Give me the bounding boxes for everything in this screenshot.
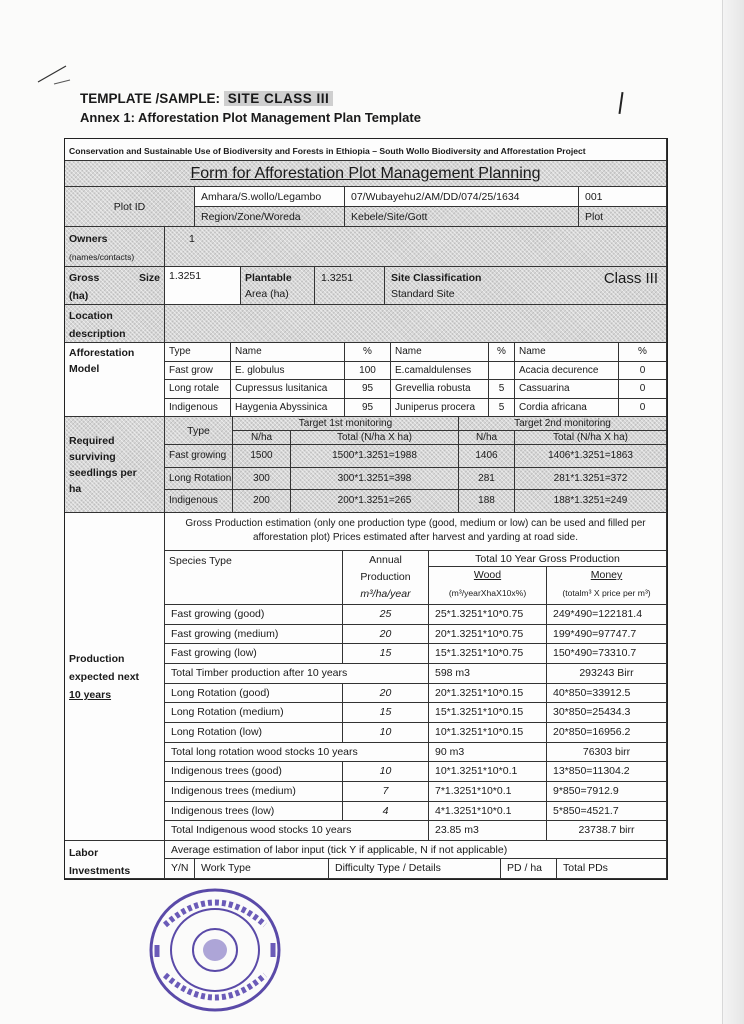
gross-size-label-cell (65, 267, 165, 305)
pen-mark (36, 60, 72, 88)
seedlings-per-label: seedlings per (69, 467, 137, 479)
ha-label-seedlings: ha (69, 483, 82, 495)
production-money: 20*850=16956.2 (547, 723, 667, 743)
production-annual: 25 (343, 605, 429, 625)
seedlings-cell: 1500 (233, 445, 291, 468)
production-total-wood: 23.85 m3 (429, 821, 547, 841)
plot-label: Plot (579, 207, 667, 227)
area-label: Area (ha) (245, 288, 289, 300)
production-money: 13*850=11304.2 (547, 762, 667, 782)
production-total-money: 76303 birr (547, 743, 667, 763)
seedlings-cell: 200 (233, 490, 291, 513)
afforestation-cell: Indigenous (165, 399, 231, 418)
afforestation-cell: Juniperus procera (391, 399, 489, 418)
afforestation-cell: Grevellia robusta (391, 380, 489, 399)
total-gross-header: Total 10 Year Gross Production (429, 551, 667, 567)
annual-production-header (343, 551, 429, 605)
afforestation-cell: Cordia africana (515, 399, 619, 418)
gross-label: Gross (69, 272, 100, 284)
annual-header-line: Annual (369, 554, 402, 566)
kebele-label: Kebele/Site/Gott (345, 207, 579, 227)
size-label: Size (138, 272, 160, 284)
template-label: TEMPLATE /SAMPLE: (80, 91, 220, 106)
plantable-label: Plantable (245, 272, 292, 284)
production-table (165, 551, 667, 841)
seedlings-cell: 1406 (459, 445, 515, 468)
target2-header: Target 2nd monitoring (459, 417, 667, 431)
production-annual: 10 (343, 762, 429, 782)
production-annual: 7 (343, 782, 429, 802)
investments-label: Investments (69, 865, 131, 877)
surviving-label: surviving (69, 451, 116, 463)
target1-total-header: Total (N/ha X ha) (291, 431, 459, 445)
description-label: description (69, 328, 126, 340)
afforestation-cell: Haygenia Abyssinica (231, 399, 345, 418)
afforestation-cell: Cupressus lusitanica (231, 380, 345, 399)
production-label: Production (69, 653, 125, 665)
production-annual: 20 (343, 684, 429, 704)
production-money: 249*490=122181.4 (547, 605, 667, 625)
location-label: Location (69, 310, 113, 322)
afforestation-cell: 5 (489, 380, 515, 399)
afforestation-cell: E. globulus (231, 362, 345, 381)
model-label: Model (69, 363, 100, 375)
production-total-money: 23738.7 birr (547, 821, 667, 841)
annual-header-line: m³/ha/year (360, 588, 411, 600)
afforestation-cell: 100 (345, 362, 391, 381)
afforestation-cell: 95 (345, 380, 391, 399)
production-money: 5*850=4521.7 (547, 802, 667, 822)
production-row-label: Long Rotation (good) (165, 684, 343, 704)
afforestation-header: Name (231, 343, 345, 362)
site-class-cell (385, 267, 667, 305)
afforestation-cell: Fast grow (165, 362, 231, 381)
site-class-label-a: Site Classification (391, 272, 482, 284)
plot-form (64, 138, 668, 880)
species-type-header: Species Type (165, 551, 343, 605)
seedlings-cell: 300*1.3251=398 (291, 468, 459, 491)
location-label-cell (65, 305, 165, 343)
production-row-label: Fast growing (low) (165, 644, 343, 664)
production-wood: 20*1.3251*10*0.75 (429, 625, 547, 645)
afforestation-cell: 95 (345, 399, 391, 418)
production-row-label: Long Rotation (low) (165, 723, 343, 743)
seedlings-cell: 1500*1.3251=1988 (291, 445, 459, 468)
production-money: 30*850=25434.3 (547, 703, 667, 723)
afforestation-header: % (345, 343, 391, 362)
expected-next-label: expected next (69, 671, 140, 683)
plantable-value: 1.3251 (315, 267, 385, 305)
labor-label: Labor (69, 847, 99, 859)
production-money: 199*490=97747.7 (547, 625, 667, 645)
afforestation-cell (489, 362, 515, 381)
page-edge (722, 0, 744, 1024)
afforestation-cell: Cassuarina (515, 380, 619, 399)
seedlings-cell: 300 (233, 468, 291, 491)
required-label: Required (69, 435, 115, 447)
seedlings-cell: 200*1.3251=265 (291, 490, 459, 513)
site-class-label-b: Standard Site (391, 288, 455, 300)
labor-header: PD / ha (501, 859, 557, 879)
production-wood: 15*1.3251*10*0.15 (429, 703, 547, 723)
site-class-label: SITE CLASS III (224, 91, 334, 106)
production-row-label: Indigenous trees (good) (165, 762, 343, 782)
production-note: Gross Production estimation (only one production type (good, medium or low) can be used and filled per afforestation plot) Prices estimated after harvest and yarding at road side. (165, 513, 667, 551)
labor-table (165, 859, 667, 879)
site-class-value: Class III (603, 270, 658, 287)
afforestation-cell: 5 (489, 399, 515, 418)
owners-sublabel: (names/contacts) (69, 252, 135, 262)
afforestation-cell: E.camaldulenses (391, 362, 489, 381)
wood-header (429, 567, 547, 605)
pen-tick (618, 92, 623, 114)
column-header-subtitle: (m³/yearXhaX10x%) (448, 588, 527, 598)
official-stamp (145, 885, 285, 1015)
owners-label-cell (65, 227, 165, 267)
afforestation-label-cell (65, 343, 165, 417)
seedlings-cell: 281*1.3251=372 (515, 468, 667, 491)
production-total-wood: 598 m3 (429, 664, 547, 684)
plot-id-label: Plot ID (65, 187, 195, 227)
production-wood: 7*1.3251*10*0.1 (429, 782, 547, 802)
seedlings-cell: 1406*1.3251=1863 (515, 445, 667, 468)
region-value: Amhara/S.wollo/Legambo (195, 187, 345, 207)
ten-years-label: 10 years (69, 689, 112, 701)
production-money: 9*850=7912.9 (547, 782, 667, 802)
plot-value: 001 (579, 187, 667, 207)
form-title: Form for Afforestation Plot Management Planning (65, 161, 667, 187)
labor-header: Total PDs (557, 859, 667, 879)
owners-value: 1 (165, 227, 667, 267)
column-header-title: Wood (473, 569, 502, 581)
seedlings-cell: 188 (459, 490, 515, 513)
afforestation-cell: 0 (619, 362, 667, 381)
seedlings-cell: Long Rotation (165, 468, 233, 491)
owners-label: Owners (69, 233, 108, 245)
afforestation-header: % (619, 343, 667, 362)
production-total-wood: 90 m3 (429, 743, 547, 763)
afforestation-cell: 0 (619, 399, 667, 418)
production-label-cell (65, 513, 165, 841)
labor-note: Average estimation of labor input (tick Y if applicable, N if not applicable) (165, 841, 667, 859)
production-row-label: Fast growing (good) (165, 605, 343, 625)
annual-header-line: Production (360, 571, 411, 583)
production-row-label: Indigenous trees (medium) (165, 782, 343, 802)
afforestation-table (165, 343, 667, 417)
production-wood: 10*1.3251*10*0.1 (429, 762, 547, 782)
afforestation-header: Name (391, 343, 489, 362)
seedlings-cell: 281 (459, 468, 515, 491)
production-row-label: Long Rotation (medium) (165, 703, 343, 723)
target2-nha-header: N/ha (459, 431, 515, 445)
production-row-label: Fast growing (medium) (165, 625, 343, 645)
afforestation-cell: Long rotale (165, 380, 231, 399)
production-annual: 15 (343, 644, 429, 664)
afforestation-label: Afforestation (69, 347, 135, 359)
production-total-money: 293243 Birr (547, 664, 667, 684)
production-row-label: Indigenous trees (low) (165, 802, 343, 822)
labor-label-cell (65, 841, 165, 879)
labor-header: Work Type (195, 859, 329, 879)
seedlings-type-header: Type (165, 417, 233, 445)
production-total-label: Total Indigenous wood stocks 10 years (165, 821, 429, 841)
production-wood: 15*1.3251*10*0.75 (429, 644, 547, 664)
production-annual: 4 (343, 802, 429, 822)
gross-size-value: 1.3251 (165, 267, 241, 305)
column-header-title: Money (590, 569, 623, 581)
region-label: Region/Zone/Woreda (195, 207, 345, 227)
kebele-value: 07/Wubayehu2/AM/DD/074/25/1634 (345, 187, 579, 207)
production-wood: 4*1.3251*10*0.1 (429, 802, 547, 822)
production-annual: 10 (343, 723, 429, 743)
production-wood: 25*1.3251*10*0.75 (429, 605, 547, 625)
annex-title: Annex 1: Afforestation Plot Management Plan Template (80, 110, 421, 125)
target1-nha-header: N/ha (233, 431, 291, 445)
production-total-label: Total long rotation wood stocks 10 years (165, 743, 429, 763)
production-total-label: Total Timber production after 10 years (165, 664, 429, 684)
afforestation-header: Name (515, 343, 619, 362)
template-heading (80, 91, 333, 106)
production-wood: 20*1.3251*10*0.15 (429, 684, 547, 704)
production-money: 150*490=73310.7 (547, 644, 667, 664)
afforestation-cell: Acacia decurence (515, 362, 619, 381)
seedlings-cell: Indigenous (165, 490, 233, 513)
plantable-label-cell (241, 267, 315, 305)
money-header (547, 567, 667, 605)
target2-total-header: Total (N/ha X ha) (515, 431, 667, 445)
production-annual: 15 (343, 703, 429, 723)
production-wood: 10*1.3251*10*0.15 (429, 723, 547, 743)
afforestation-cell: 0 (619, 380, 667, 399)
ha-label: (ha) (69, 290, 89, 302)
column-header-subtitle: (totalm³ X price per m³) (562, 588, 651, 598)
production-annual: 20 (343, 625, 429, 645)
afforestation-header: Type (165, 343, 231, 362)
seedlings-cell: Fast growing (165, 445, 233, 468)
labor-header: Y/N (165, 859, 195, 879)
project-title: Conservation and Sustainable Use of Biodiversity and Forests in Ethiopia – South Wollo Biodiversity and Afforestation Project (65, 139, 667, 161)
labor-header: Difficulty Type / Details (329, 859, 501, 879)
seedlings-table (165, 417, 667, 513)
target1-header: Target 1st monitoring (233, 417, 459, 431)
production-money: 40*850=33912.5 (547, 684, 667, 704)
afforestation-header: % (489, 343, 515, 362)
location-value (165, 305, 667, 343)
seedlings-cell: 188*1.3251=249 (515, 490, 667, 513)
seedlings-label-cell (65, 417, 165, 513)
